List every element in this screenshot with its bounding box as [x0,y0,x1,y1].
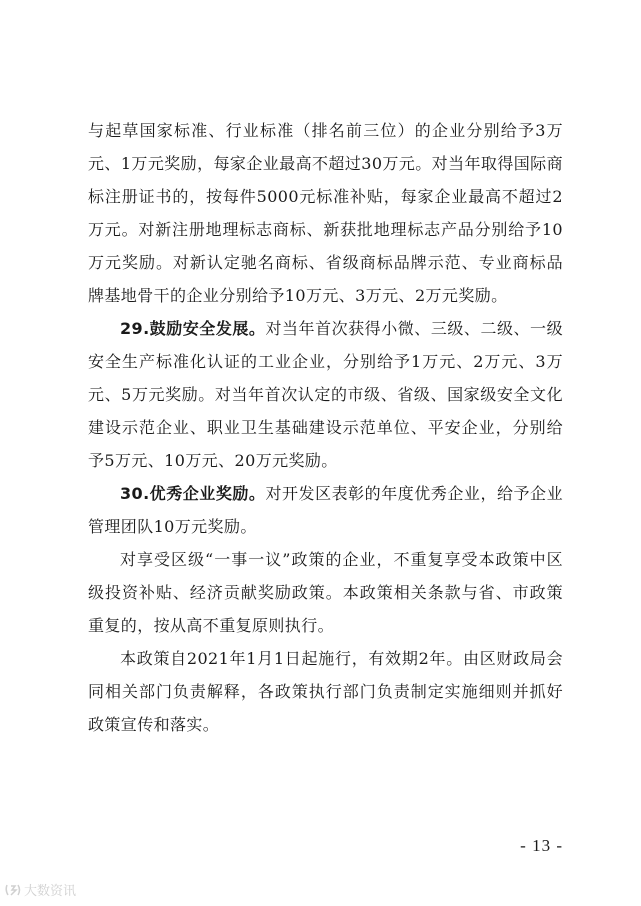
paragraph-text: 对开发区表彰的年度优秀企业，给予企业管理团队10万元奖励。 [88,484,563,536]
paragraph-text: 对享受区级“一事一议”政策的企业，不重复享受本政策中区级投资补贴、经济贡献奖励政策。本政策相关条款与省、市政策重复的，按从高不重复原则执行。 [88,550,563,635]
paragraph-excellent-enterprise [88,477,563,543]
watermark [4,880,76,899]
section-heading-30: 30.优秀企业奖励。 [120,484,266,503]
paragraph-no-duplicate-policy [88,543,563,642]
paragraph-text: 本政策自2021年1月1日起施行，有效期2年。由区财政局会同相关部门负责解释，各政策执行部门负责制定实施细则并抓好政策宣传和落实。 [88,649,563,734]
paragraph-safety-development [88,312,563,477]
document-body [88,114,563,741]
page-number: - 13 - [520,836,563,855]
paragraph-text: 对当年首次获得小微、三级、二级、一级安全生产标准化认证的工业企业，分别给予1万元、2万元、3万元、5万元奖励。对当年首次认定的市级、省级、国家级安全文化建设示范企业、职业卫生基础建设示范单位、平安企业，分别给予5万元、10万元、20万元奖励。 [88,319,563,470]
paragraph-text: 与起草国家标准、行业标准（排名前三位）的企业分别给予3万元、1万元奖励，每家企业最高不超过30万元。对当年取得国际商标注册证书的，按每件5000元标准补贴，每家企业最高不超过2万元。对新注册地理标志商标、新获批地理标志产品分别给予10万元奖励。对新认定驰名商标、省级商标品牌示范、专业商标品牌基地骨干的企业分别给予10万元、3万元、2万元奖励。 [88,121,563,305]
paragraph-trademark-awards [88,114,563,312]
section-heading-29: 29.鼓励安全发展。 [120,319,266,338]
watermark-text: 大数资讯 [24,884,77,899]
paragraph-effective-date [88,642,563,741]
watermark-logo-icon [4,883,22,897]
